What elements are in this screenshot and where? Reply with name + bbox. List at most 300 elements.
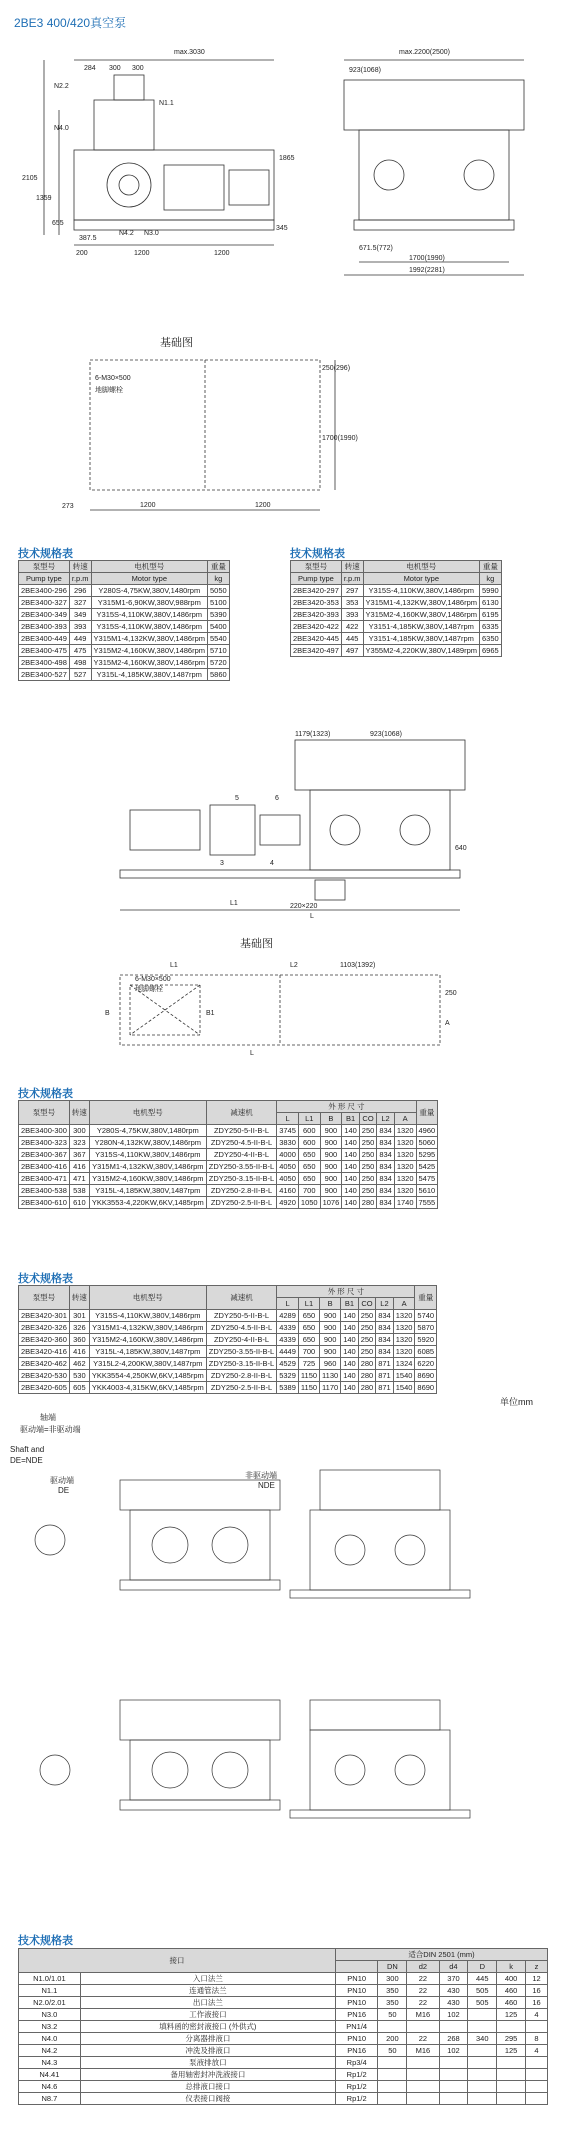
table-cell: 900 xyxy=(320,1310,341,1322)
table-header-cell: 适合DIN 2501 (mm) xyxy=(335,1949,547,1961)
table-cell: 1320 xyxy=(394,1185,416,1197)
table-cell: 5390 xyxy=(208,609,230,621)
table-cell: 4050 xyxy=(277,1161,299,1173)
table-row xyxy=(19,1985,548,1997)
table-cell: Y315S-4,110KW,380V,1486rpm xyxy=(89,1310,206,1322)
table-cell: 140 xyxy=(342,1197,360,1209)
table-cell: 250 xyxy=(358,1334,376,1346)
table-cell: 900 xyxy=(320,1185,342,1197)
table-cell: 2BE3400-393 xyxy=(19,621,70,633)
table-row xyxy=(19,1137,438,1149)
nozzle-label: N4.0 xyxy=(54,125,69,132)
table-cell: 900 xyxy=(320,1346,341,1358)
table-cell: 296 xyxy=(69,585,91,597)
table-row xyxy=(19,1346,437,1358)
table-cell: 349 xyxy=(69,609,91,621)
table-cell: 460 xyxy=(497,1985,526,1997)
table-cell: 140 xyxy=(341,1322,359,1334)
spec-title: 技术规格表 xyxy=(18,548,73,560)
table-cell: 8690 xyxy=(415,1370,437,1382)
table-cell: 4339 xyxy=(277,1322,299,1334)
nozzle-table xyxy=(18,1948,548,2105)
table-header-cell: A xyxy=(393,1298,415,1310)
table-row xyxy=(19,2033,548,2045)
drive-label: 非驱动端 xyxy=(245,1471,277,1480)
table-cell: 2BE3420-445 xyxy=(291,633,342,645)
pump-gearbox-drawing xyxy=(110,730,470,920)
table-cell: Y315M1-6,90KW,380V,988rpm xyxy=(91,597,207,609)
table-row xyxy=(291,621,502,633)
table-row xyxy=(291,573,502,585)
table-cell: 连通管法兰 xyxy=(80,1985,335,1997)
table-cell: 530 xyxy=(69,1370,89,1382)
table-cell xyxy=(497,2069,526,2081)
table-cell: 297 xyxy=(341,585,363,597)
table-cell: Y315M2-4,160KW,380V,1486rpm xyxy=(89,1173,206,1185)
table-row xyxy=(19,657,230,669)
dim-label: 3 xyxy=(220,860,224,867)
table-header-cell: kg xyxy=(208,573,230,585)
table-cell: 7555 xyxy=(416,1197,438,1209)
table-cell: 700 xyxy=(298,1346,319,1358)
dim-label: L xyxy=(250,1050,254,1057)
table-row xyxy=(19,573,230,585)
nozzle-label: N2.2 xyxy=(54,83,69,90)
table-cell: 140 xyxy=(341,1346,359,1358)
table-row xyxy=(19,1161,438,1173)
table-cell: 430 xyxy=(439,1997,468,2009)
dim-label: 5 xyxy=(235,795,239,802)
table-cell: 22 xyxy=(407,1997,439,2009)
table-header-cell: r.p.m xyxy=(341,573,363,585)
table-cell: 350 xyxy=(378,1997,407,2009)
table-cell: 834 xyxy=(377,1173,395,1185)
table-cell: 1130 xyxy=(320,1370,341,1382)
table-cell: 462 xyxy=(69,1358,89,1370)
dim-label: B xyxy=(105,1010,110,1017)
spec-title: 技术规格表 xyxy=(18,1273,73,1285)
table-cell: 3830 xyxy=(277,1137,299,1149)
pump-elevation-drawing xyxy=(14,40,554,320)
table-row xyxy=(19,2069,548,2081)
table-cell: PN10 xyxy=(335,2033,378,2045)
table-cell: 250 xyxy=(358,1346,376,1358)
table-cell: 300 xyxy=(378,1973,407,1985)
table-cell: 1150 xyxy=(298,1370,319,1382)
table-header-cell: 转速 xyxy=(69,1101,89,1125)
dim-label: 1200 xyxy=(255,502,271,509)
dim-label: 387.5 xyxy=(79,235,97,242)
table-header-cell: z xyxy=(526,1961,548,1973)
table-cell: 871 xyxy=(376,1382,394,1394)
table-cell: Y315M2-4,160KW,380V,1486rpm xyxy=(91,645,207,657)
table-cell: 505 xyxy=(468,1985,497,1997)
table-header-cell: k xyxy=(497,1961,526,1973)
bolt-label: 6-M30×500 xyxy=(95,375,131,382)
table-cell: 5400 xyxy=(208,621,230,633)
table-cell: 2BE3400-475 xyxy=(19,645,70,657)
table-row xyxy=(19,1358,437,1370)
table-cell: 250 xyxy=(358,1310,376,1322)
table-cell: 834 xyxy=(377,1185,395,1197)
table-header-cell: B1 xyxy=(341,1298,359,1310)
table-cell: 6130 xyxy=(480,597,502,609)
dim-label: L1 xyxy=(230,900,238,907)
table-cell: 475 xyxy=(69,645,91,657)
table-row xyxy=(19,1197,438,1209)
table-header-cell: D xyxy=(468,1961,497,1973)
table-cell: 2BE3420-497 xyxy=(291,645,342,657)
shaft-note: DE=NDE xyxy=(10,1456,43,1465)
table-cell: 268 xyxy=(439,2033,468,2045)
table-row xyxy=(19,1173,438,1185)
table-cell: Y3151-4,185KW,380V,1487rpm xyxy=(363,621,479,633)
table-cell: 327 xyxy=(69,597,91,609)
table-cell: YKK3553-4,220KW,6KV,1485rpm xyxy=(89,1197,206,1209)
table-cell: 仪表接口阀接 xyxy=(80,2093,335,2105)
table-cell: 1320 xyxy=(393,1310,415,1322)
dim-label: 1179(1323) xyxy=(295,731,331,738)
table-cell: YKK3554-4,250KW,6KV,1485rpm xyxy=(89,1370,206,1382)
table-cell: 471 xyxy=(69,1173,89,1185)
table-cell: 340 xyxy=(468,2033,497,2045)
table-cell: N3.0 xyxy=(19,2009,81,2021)
table-cell: Y315M1-4,132KW,380V,1486rpm xyxy=(91,633,207,645)
table-cell: 393 xyxy=(69,621,91,633)
table-cell: Rp3/4 xyxy=(335,2057,378,2069)
table-cell: 2BE3400-327 xyxy=(19,597,70,609)
table-row xyxy=(19,1185,438,1197)
table-cell: 冲洗及排液口 xyxy=(80,2045,335,2057)
foundation-drawing xyxy=(60,350,358,520)
table-cell: 6335 xyxy=(480,621,502,633)
table-cell: 367 xyxy=(69,1149,89,1161)
table-cell xyxy=(497,2057,526,2069)
table-cell: ZDY250-2.8-II-B-L xyxy=(206,1185,276,1197)
table-cell: 2BE3400-471 xyxy=(19,1173,70,1185)
table-cell: 350 xyxy=(378,1985,407,1997)
table-cell: 498 xyxy=(69,657,91,669)
table-cell: 900 xyxy=(320,1137,342,1149)
table-row xyxy=(19,1973,548,1985)
table-cell: 393 xyxy=(341,609,363,621)
table-header-cell: 减速机 xyxy=(206,1286,276,1310)
dim-label: B1 xyxy=(206,1010,215,1017)
shaft-note: 驱动端=非驱动端 xyxy=(20,1425,81,1434)
table-cell: 2BE3420-393 xyxy=(291,609,342,621)
table-cell: 16 xyxy=(526,1985,548,1997)
table-header-cell: 泵型号 xyxy=(19,1286,70,1310)
table-cell: 140 xyxy=(342,1125,360,1137)
table-row xyxy=(19,1370,437,1382)
table-row xyxy=(19,609,230,621)
table-cell: Y315S-4,110KW,380V,1486rpm xyxy=(89,1149,206,1161)
dim-label: A xyxy=(445,1020,450,1027)
table-cell: Y315M2-4,160KW,380V,1486rpm xyxy=(363,609,479,621)
table-cell: 326 xyxy=(69,1322,89,1334)
dim-label: 640 xyxy=(455,845,467,852)
table-header-cell: DN xyxy=(378,1961,407,1973)
table-cell: 5710 xyxy=(208,645,230,657)
table-cell: 2BE3420-326 xyxy=(19,1322,70,1334)
table-cell: 2BE3400-498 xyxy=(19,657,70,669)
table-row xyxy=(291,633,502,645)
table-cell: Y315M1-4,132KW,380V,1486rpm xyxy=(89,1161,206,1173)
table-cell: 445 xyxy=(468,1973,497,1985)
nozzle-label: N4.2 xyxy=(119,230,134,237)
pump-detail-drawings xyxy=(10,1440,555,1900)
table-cell: 12 xyxy=(526,1973,548,1985)
table-cell: 370 xyxy=(439,1973,468,1985)
dim-label: max.2200(2500) xyxy=(399,49,450,56)
table-header-cell: B xyxy=(320,1298,341,1310)
table-cell: 140 xyxy=(342,1173,360,1185)
table-header-cell: Motor type xyxy=(91,573,207,585)
table-cell: 4339 xyxy=(277,1334,299,1346)
table-cell: 4920 xyxy=(277,1197,299,1209)
table-header-cell: 减速机 xyxy=(206,1101,276,1125)
table-cell: 出口法兰 xyxy=(80,1997,335,2009)
table-header-cell xyxy=(335,1961,378,1973)
table-cell: 505 xyxy=(468,1997,497,2009)
drive-label: NDE xyxy=(258,1481,275,1490)
table-cell: 834 xyxy=(376,1310,394,1322)
table-cell: 5920 xyxy=(415,1334,437,1346)
table-row xyxy=(291,597,502,609)
table-cell xyxy=(526,2057,548,2069)
drive-label: 驱动端 xyxy=(50,1476,74,1485)
dim-label: 1200 xyxy=(140,502,156,509)
table-cell: 2BE3400-538 xyxy=(19,1185,70,1197)
dim-label: 273 xyxy=(62,503,74,510)
table-cell: ZDY250-3.15-II-B-L xyxy=(206,1173,276,1185)
table-cell: N4.2 xyxy=(19,2045,81,2057)
table-cell: 871 xyxy=(376,1370,394,1382)
table-cell: 5100 xyxy=(208,597,230,609)
table-cell: 4000 xyxy=(277,1149,299,1161)
table-cell: 295 xyxy=(497,2033,526,2045)
table-cell: PN10 xyxy=(335,1985,378,1997)
table-cell: 250 xyxy=(358,1322,376,1334)
table-cell: 1320 xyxy=(394,1137,416,1149)
table-cell: ZDY250-4.5-II-B-L xyxy=(206,1137,276,1149)
table-header-cell: L xyxy=(277,1298,299,1310)
table-header-cell: 电机型号 xyxy=(363,561,479,573)
table-cell: ZDY250-3.55-II-B-L xyxy=(206,1346,276,1358)
table-cell: 5720 xyxy=(208,657,230,669)
dim-label: 1700(1990) xyxy=(409,255,445,262)
table-cell: 3745 xyxy=(277,1125,299,1137)
table-cell: 200 xyxy=(378,2033,407,2045)
table-header-cell: Pump type xyxy=(19,573,70,585)
table-cell: 449 xyxy=(69,633,91,645)
dim-label: 4 xyxy=(270,860,274,867)
table-cell xyxy=(439,2021,468,2033)
table-cell: ZDY250-2.5-II-B-L xyxy=(206,1197,276,1209)
table-cell: 960 xyxy=(320,1358,341,1370)
shaft-note: 轴端 xyxy=(40,1413,56,1422)
table-header-cell: Motor type xyxy=(363,573,479,585)
table-cell xyxy=(497,2021,526,2033)
dim-label: 1103(1392) xyxy=(340,962,376,969)
dim-label: 284 xyxy=(84,65,96,72)
table-cell: Y315S-4,110KW,380V,1486rpm xyxy=(91,621,207,633)
table-cell: 1320 xyxy=(394,1149,416,1161)
table-cell: 140 xyxy=(341,1370,359,1382)
table-cell: PN10 xyxy=(335,1973,378,1985)
table-cell: PN16 xyxy=(335,2009,378,2021)
table-row xyxy=(291,609,502,621)
table-cell: 5540 xyxy=(208,633,230,645)
table-cell: Y315M1-4,132KW,380V,1486rpm xyxy=(363,597,479,609)
table-cell: 360 xyxy=(69,1334,89,1346)
table-cell: 4449 xyxy=(277,1346,299,1358)
table-cell: N4.0 xyxy=(19,2033,81,2045)
table-cell: 1324 xyxy=(393,1358,415,1370)
dim-label: L2 xyxy=(290,962,298,969)
table-header-cell: 泵型号 xyxy=(19,1101,70,1125)
table-cell: Y315S-4,110KW,380V,1486rpm xyxy=(363,585,479,597)
table-header-cell: L2 xyxy=(377,1113,395,1125)
dim-label: 1359 xyxy=(36,195,52,202)
table-cell: 250 xyxy=(359,1173,377,1185)
table-cell: 5990 xyxy=(480,585,502,597)
drive-label: DE xyxy=(58,1486,70,1495)
table-cell: 6220 xyxy=(415,1358,437,1370)
table-cell: 834 xyxy=(377,1197,395,1209)
table-cell xyxy=(378,2021,407,2033)
table-cell xyxy=(468,2069,497,2081)
spec-table-3400 xyxy=(18,560,230,681)
table-cell: 2BE3420-422 xyxy=(291,621,342,633)
dim-label: max.3030 xyxy=(174,49,205,56)
table-cell: Y315S-4,110KW,380V,1486rpm xyxy=(91,609,207,621)
table-cell: 700 xyxy=(298,1185,320,1197)
table-header-cell: 外 形 尺 寸 xyxy=(277,1286,415,1298)
table-cell: 2BE3420-605 xyxy=(19,1382,70,1394)
table-cell: 416 xyxy=(69,1346,89,1358)
table-cell: 2BE3400-323 xyxy=(19,1137,70,1149)
dim-label: 300 xyxy=(109,65,121,72)
dim-label: 220×220 xyxy=(290,903,318,910)
dim-label: 1200 xyxy=(134,250,150,257)
table-row xyxy=(19,1310,437,1322)
table-row xyxy=(19,645,230,657)
table-cell: Y315L-4,185KW,380V,1487rpm xyxy=(91,669,207,681)
table-cell xyxy=(526,2021,548,2033)
table-cell: 250 xyxy=(359,1125,377,1137)
table-cell: 2BE3400-300 xyxy=(19,1125,70,1137)
table-cell: 2BE3400-449 xyxy=(19,633,70,645)
table-cell: 5860 xyxy=(208,669,230,681)
table-cell: Rp1/2 xyxy=(335,2093,378,2105)
table-cell: 280 xyxy=(358,1370,376,1382)
table-cell xyxy=(378,2057,407,2069)
table-cell: Y315M2-4,160KW,380V,1486rpm xyxy=(91,657,207,669)
table-cell: ZDY250-3.55-II-B-L xyxy=(206,1161,276,1173)
table-cell: 834 xyxy=(377,1161,395,1173)
table-row xyxy=(19,1286,437,1298)
foundation-drawing-2 xyxy=(100,955,470,1065)
table-cell: 5740 xyxy=(415,1310,437,1322)
table-cell: 16 xyxy=(526,1997,548,2009)
table-header-cell: d4 xyxy=(439,1961,468,1973)
table-cell xyxy=(468,2057,497,2069)
table-cell: 2BE3420-353 xyxy=(291,597,342,609)
dim-label: L xyxy=(310,913,314,920)
table-cell xyxy=(407,2021,439,2033)
table-header-cell: 电机型号 xyxy=(89,1286,206,1310)
table-cell: 22 xyxy=(407,1985,439,1997)
table-row xyxy=(19,1322,437,1334)
table-cell: 725 xyxy=(298,1358,319,1370)
table-cell: 250 xyxy=(359,1149,377,1161)
dim-label: 1200 xyxy=(214,250,230,257)
table-cell: ZDY250-2.5-II-B-L xyxy=(206,1382,276,1394)
table-cell: 125 xyxy=(497,2045,526,2057)
table-cell: N1.0/1.01 xyxy=(19,1973,81,1985)
table-cell xyxy=(439,2081,468,2093)
dim-label: 2105 xyxy=(22,175,38,182)
table-cell: 900 xyxy=(320,1161,342,1173)
table-cell xyxy=(439,2093,468,2105)
table-row xyxy=(291,645,502,657)
table-cell: M16 xyxy=(407,2045,439,2057)
dim-label: 655 xyxy=(52,220,64,227)
table-cell: 2BE3420-297 xyxy=(291,585,342,597)
table-row xyxy=(19,1334,437,1346)
table-header-cell: L1 xyxy=(298,1298,319,1310)
dim-label: 6 xyxy=(275,795,279,802)
table-cell: 填料函的密封液接口 (外供式) xyxy=(80,2021,335,2033)
table-cell: 497 xyxy=(341,645,363,657)
table-cell: 总排液口接口 xyxy=(80,2081,335,2093)
dim-label: 345 xyxy=(276,225,288,232)
table-cell: 6195 xyxy=(480,609,502,621)
spec-title: 技术规格表 xyxy=(18,1935,73,1947)
table-cell: 1320 xyxy=(394,1161,416,1173)
dim-label: L1 xyxy=(170,962,178,969)
foundation-title: 基础图 xyxy=(160,337,193,349)
table-cell: 834 xyxy=(377,1125,395,1137)
table-cell: 8 xyxy=(526,2033,548,2045)
table-cell xyxy=(526,2093,548,2105)
table-cell: 430 xyxy=(439,1985,468,1997)
table-cell: 1540 xyxy=(393,1382,415,1394)
table-cell: N8.7 xyxy=(19,2093,81,2105)
table-row xyxy=(19,621,230,633)
table-cell: 1540 xyxy=(393,1370,415,1382)
table-cell: N4.3 xyxy=(19,2057,81,2069)
table-cell: 1320 xyxy=(393,1322,415,1334)
table-cell xyxy=(378,2069,407,2081)
table-cell: 1320 xyxy=(394,1173,416,1185)
table-cell xyxy=(497,2081,526,2093)
table-header-cell: r.p.m xyxy=(69,573,91,585)
table-cell: 102 xyxy=(439,2009,468,2021)
table-header-cell: 外 形 尺 寸 xyxy=(277,1101,416,1113)
table-cell: 140 xyxy=(341,1358,359,1370)
table-cell xyxy=(468,2093,497,2105)
table-cell: Y315M2-4,160KW,380V,1486rpm xyxy=(89,1334,206,1346)
spec-table-3420 xyxy=(290,560,502,657)
bolt-label: 地脚螺栓 xyxy=(95,387,123,394)
table-cell xyxy=(526,2081,548,2093)
table-row xyxy=(19,2045,548,2057)
table-header-cell: B1 xyxy=(342,1113,360,1125)
bolt-label: 6-M30×500 xyxy=(135,976,171,983)
table-cell: 6965 xyxy=(480,645,502,657)
